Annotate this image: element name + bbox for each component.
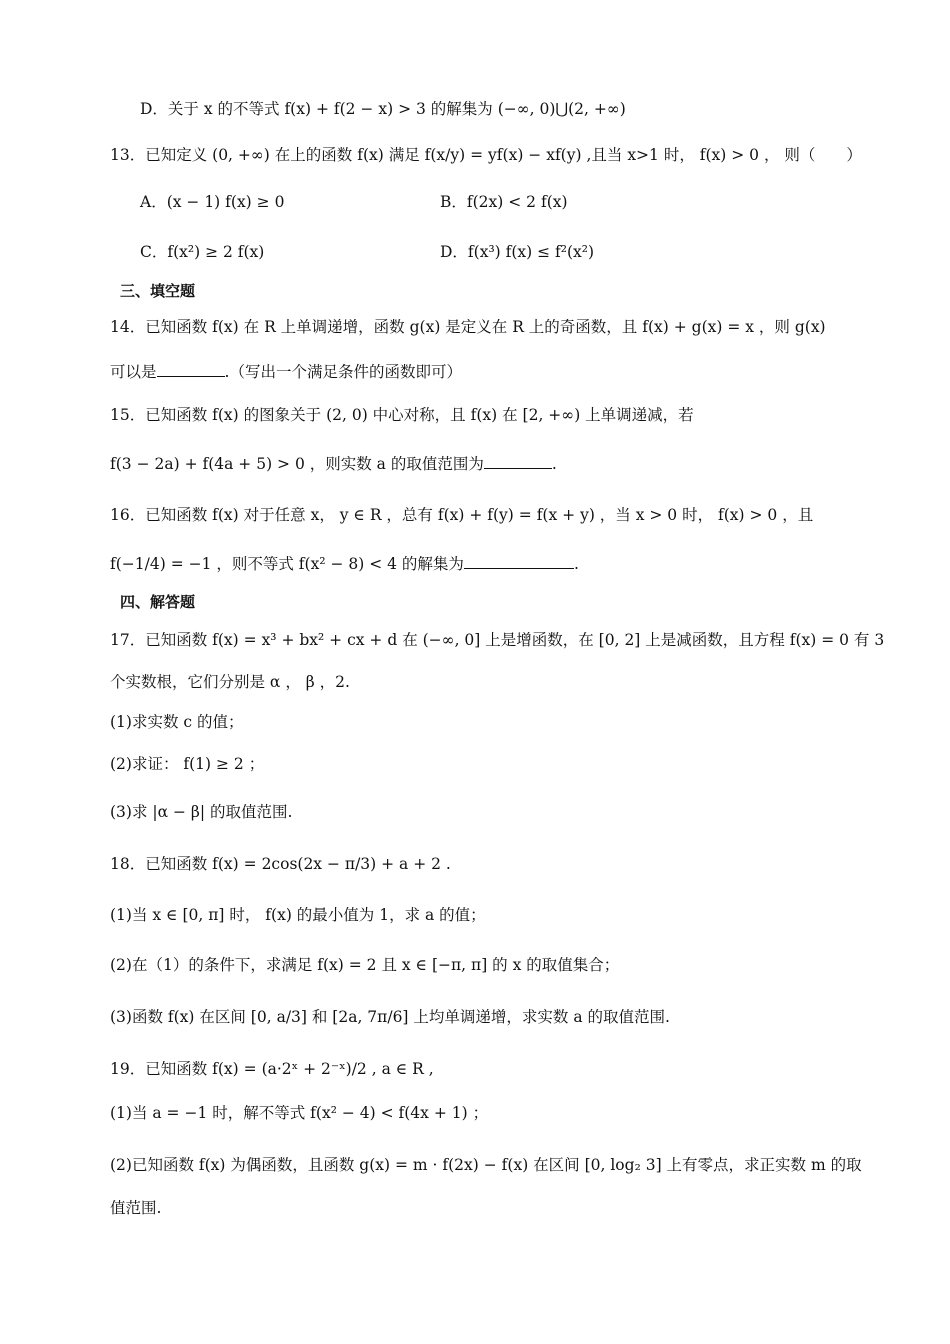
q18-stem: 18．已知函数 f(x) = 2cos(2x − π/3) + a + 2 .	[110, 855, 451, 873]
q17-part3: (3)求 |α − β| 的取值范围.	[110, 803, 293, 821]
q14-line2-a: 可以是	[110, 363, 157, 381]
q19-part1: (1)当 a = −1 时，解不等式 f(x² − 4) < f(4x + 1) ；	[110, 1104, 489, 1122]
q19-part2: (2)已知函数 f(x) 为偶函数，且函数 g(x) = m · f(2x) − f(x) 在区间 [0, log₂ 3] 上有零点，求正实数 m 的取	[110, 1156, 862, 1174]
q15-line2	[110, 452, 557, 476]
q13-option-d: D．f(x³) f(x) ≤ f²(x²)	[440, 243, 595, 261]
q14-answer-blank[interactable]	[157, 361, 225, 378]
q13-option-a: A．(x − 1) f(x) ≥ 0	[140, 193, 285, 211]
q15-line1: 15．已知函数 f(x) 的图象关于 (2, 0) 中心对称，且 f(x) 在 [2, +∞) 上单调递减，若	[110, 406, 694, 424]
q15-answer-blank[interactable]	[484, 453, 552, 470]
q18-part1: (1)当 x ∈ [0, π] 时， f(x) 的最小值为 1，求 a 的值；	[110, 906, 486, 924]
q12-option-d: D．关于 x 的不等式 f(x) + f(2 − x) > 3 的解集为 (−∞, 0)⋃(2, +∞)	[140, 100, 626, 118]
q19-stem: 19．已知函数 f(x) = (a·2ˣ + 2⁻ˣ)/2 , a ∈ R ,	[110, 1060, 434, 1078]
q17-part2: (2)求证： f(1) ≥ 2 ；	[110, 755, 265, 773]
q15-line2-a: f(3 − 2a) + f(4a + 5) > 0 ，则实数 a 的取值范围为	[110, 455, 484, 473]
q16-line2-b: .	[573, 555, 579, 573]
q15-line2-b: .	[551, 455, 557, 473]
q17-line2: 个实数根，它们分别是 α ， β ，2.	[110, 673, 350, 691]
q13-option-b: B．f(2x) < 2 f(x)	[440, 193, 568, 211]
q18-part2: (2)在（1）的条件下，求满足 f(x) = 2 且 x ∈ [−π, π] 的 x 的取值集合；	[110, 956, 620, 974]
section-heading-fill-in: 三、填空题	[120, 282, 196, 300]
q13-stem: 13．已知定义 (0, +∞) 在上的函数 f(x) 满足 f(x/y) = yf(x) − xf(y) ,且当 x>1 时， f(x) > 0 ， 则（ ）	[110, 146, 862, 164]
q17-line1: 17．已知函数 f(x) = x³ + bx² + cx + d 在 (−∞, 0] 上是增函数，在 [0, 2] 上是减函数，且方程 f(x) = 0 有 3	[110, 631, 885, 649]
q13-option-c: C．f(x²) ≥ 2 f(x)	[140, 243, 265, 261]
q16-line2	[110, 552, 579, 576]
q18-part3: (3)函数 f(x) 在区间 [0, a/3] 和 [2a, 7π/6] 上均单调递增，求实数 a 的取值范围.	[110, 1008, 670, 1026]
q14-line2-b: .（写出一个满足条件的函数即可）	[224, 363, 462, 381]
q16-line1: 16．已知函数 f(x) 对于任意 x， y ∈ R ，总有 f(x) + f(y) = f(x + y) ，当 x > 0 时， f(x) > 0 ，且	[110, 506, 814, 524]
q14-line2	[110, 360, 462, 384]
q14-line1: 14．已知函数 f(x) 在 R 上单调递增，函数 g(x) 是定义在 R 上的奇函数，且 f(x) + g(x) = x ，则 g(x)	[110, 318, 826, 336]
section-heading-solutions: 四、解答题	[120, 593, 196, 611]
q17-part1: (1)求实数 c 的值；	[110, 713, 244, 731]
q16-line2-a: f(−1/4) = −1 ，则不等式 f(x² − 8) < 4 的解集为	[110, 555, 464, 573]
q19-part2-cont: 值范围.	[110, 1199, 162, 1217]
q16-answer-blank[interactable]	[464, 553, 574, 570]
